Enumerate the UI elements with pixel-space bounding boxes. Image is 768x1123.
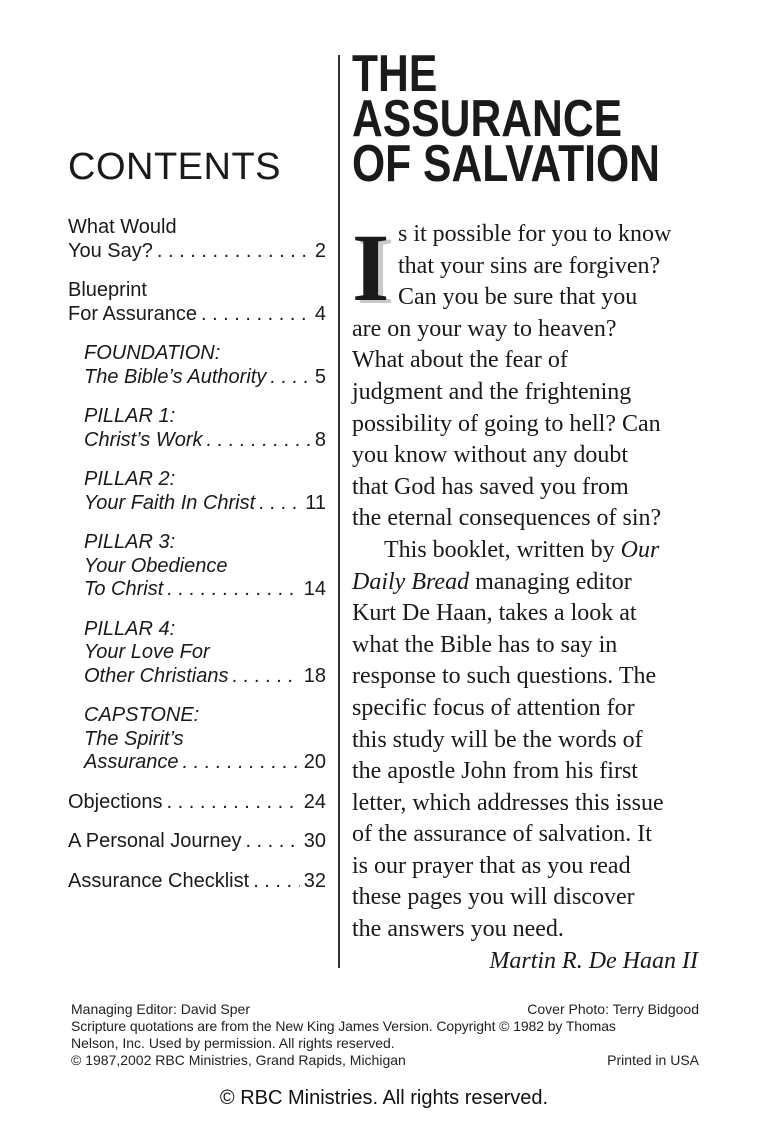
text-line: that God has saved you from	[352, 473, 629, 500]
toc-entry-title: For Assurance	[68, 302, 197, 325]
toc-entry-line	[68, 791, 326, 815]
dot-leader	[183, 751, 300, 775]
toc-entry-title: Your Obedience	[84, 554, 228, 577]
text-line: Can you be sure that you	[398, 284, 638, 311]
text-line: the apostle John from his first	[352, 758, 638, 785]
toc-entry-title: The Bible’s Authority	[84, 365, 267, 388]
page-title	[352, 45, 660, 193]
dot-leader	[167, 791, 300, 815]
toc-page-number: 11	[305, 491, 326, 514]
toc-page-number: 2	[314, 239, 326, 262]
toc-entry-title: PILLAR 2:	[84, 468, 176, 490]
toc-entry[interactable]	[68, 342, 326, 389]
title-line: OF SALVATION	[352, 135, 660, 193]
text-line: you know without any doubt	[352, 442, 628, 469]
text-line: judgment and the frightening	[352, 378, 632, 405]
copyright-notice: © RBC Ministries. All rights reserved.	[219, 1087, 549, 1109]
dot-leader	[167, 578, 299, 602]
photo-credit: Cover Photo: Terry Bidgood	[527, 1001, 699, 1017]
toc-entry-line	[84, 751, 326, 775]
toc-entry-title: Your Love For	[84, 641, 210, 663]
toc-entry-title: Blueprint	[68, 279, 147, 301]
text-line: the answers you need.	[352, 916, 564, 943]
toc-entry-line	[68, 870, 326, 894]
dot-leader	[157, 240, 311, 264]
toc-entry[interactable]	[68, 405, 326, 452]
toc-entry[interactable]	[68, 531, 326, 602]
text-line: that your sins are forgiven?	[398, 252, 661, 279]
text-line: response to such questions. The	[352, 663, 657, 690]
toc-entry-title: Assurance	[84, 751, 179, 773]
text-line: specific focus of attention for	[352, 694, 635, 721]
text-line: Kurt De Haan, takes a look at	[352, 600, 637, 627]
signature: Martin R. De Haan II	[489, 947, 698, 974]
text-line: s it possible for you to know	[398, 221, 672, 247]
toc-page-number: 32	[303, 869, 326, 892]
toc-entry-line	[84, 366, 326, 390]
toc-entry-line	[68, 303, 326, 327]
dot-leader	[259, 492, 301, 516]
toc-entry-title: A Personal Journey	[68, 830, 242, 852]
text-line: of the assurance of salvation. It	[352, 821, 652, 848]
text-line: what the Bible has to say in	[352, 631, 618, 658]
toc-entry-line	[84, 665, 326, 689]
toc-entry-line	[68, 830, 326, 854]
toc-entry[interactable]	[68, 830, 326, 854]
toc-entry[interactable]	[68, 618, 326, 689]
copyright-line: © 1987,2002 RBC Ministries, Grand Rapids, Michigan	[71, 1052, 406, 1068]
toc-page-number: 5	[314, 365, 326, 388]
scripture-notice: Scripture quotations are from the New King James Version. Copyright © 1982 by Thomas	[71, 1018, 616, 1034]
toc-page-number: 20	[303, 751, 326, 773]
toc-page-number: 14	[303, 578, 326, 600]
text-line: are on your way to heaven?	[352, 315, 617, 342]
dot-leader	[201, 303, 311, 327]
text-line: the eternal consequences of sin?	[352, 505, 662, 532]
toc-page-number: 4	[314, 302, 326, 325]
toc-entry[interactable]	[68, 279, 326, 326]
text-line: letter, which addresses this issue	[352, 789, 664, 816]
dot-leader	[270, 366, 311, 390]
printed-in: Printed in USA	[607, 1052, 699, 1068]
drop-cap: I	[352, 214, 390, 321]
toc-entry-title: Assurance Checklist	[68, 869, 250, 892]
toc-entry-title: The Spirit’s	[84, 727, 184, 750]
toc-entry-line	[84, 492, 326, 516]
toc-entry[interactable]	[68, 704, 326, 775]
editor-credit: Managing Editor: David Sper	[71, 1001, 250, 1017]
column-divider	[338, 55, 340, 968]
toc-entry-line	[84, 578, 326, 602]
scripture-notice: Nelson, Inc. Used by permission. All rights reserved.	[71, 1035, 395, 1051]
toc-entry-title: PILLAR 4:	[84, 617, 176, 640]
toc-entry-title: PILLAR 1:	[84, 405, 176, 427]
title-line: THE	[352, 45, 438, 103]
text-line: this study will be the words of	[352, 726, 643, 753]
toc-entry-title: Your Faith In Christ	[84, 491, 256, 514]
toc-entry-title: FOUNDATION:	[84, 342, 221, 364]
toc-entry-line	[68, 240, 326, 264]
toc-entry-title: PILLAR 3:	[84, 531, 176, 553]
table-of-contents	[68, 216, 326, 909]
toc-entry[interactable]	[68, 791, 326, 815]
toc-entry-title: CAPSTONE:	[84, 704, 200, 726]
dot-leader	[207, 429, 311, 453]
text-line: these pages you will discover	[352, 884, 635, 911]
text-line: is our prayer that as you read	[352, 852, 631, 879]
toc-entry[interactable]	[68, 468, 326, 515]
dot-leader	[253, 870, 300, 894]
publication-title: Daily Bread	[352, 568, 470, 595]
toc-entry-title: What Would	[68, 216, 177, 238]
text-line: possibility of going to hell? Can	[352, 410, 661, 437]
credits	[71, 1001, 699, 1069]
title-line: ASSURANCE	[352, 90, 623, 148]
toc-entry-title: To Christ	[84, 578, 164, 600]
dot-leader	[233, 665, 300, 689]
toc-entry-title: You Say?	[68, 239, 153, 262]
toc-entry-title: Other Christians	[84, 664, 229, 687]
text-line: What about the fear of	[352, 347, 568, 374]
toc-page-number: 8	[314, 428, 326, 451]
toc-entry-title: Objections	[68, 790, 163, 813]
contents-heading: CONTENTS	[68, 146, 281, 188]
text-line	[352, 535, 702, 567]
intro-text	[352, 214, 702, 977]
toc-page-number: 30	[303, 830, 326, 852]
toc-page-number: 24	[303, 790, 326, 813]
toc-page-number: 18	[303, 664, 326, 687]
toc-entry-line	[84, 429, 326, 453]
text-run: managing editor	[469, 568, 632, 595]
publication-title: Our	[620, 536, 660, 563]
text-line	[352, 567, 702, 599]
text-run: This booklet, written by	[384, 536, 621, 563]
toc-entry[interactable]	[68, 216, 326, 263]
toc-entry[interactable]	[68, 870, 326, 894]
dot-leader	[245, 830, 299, 854]
toc-entry-title: Christ’s Work	[84, 428, 203, 451]
